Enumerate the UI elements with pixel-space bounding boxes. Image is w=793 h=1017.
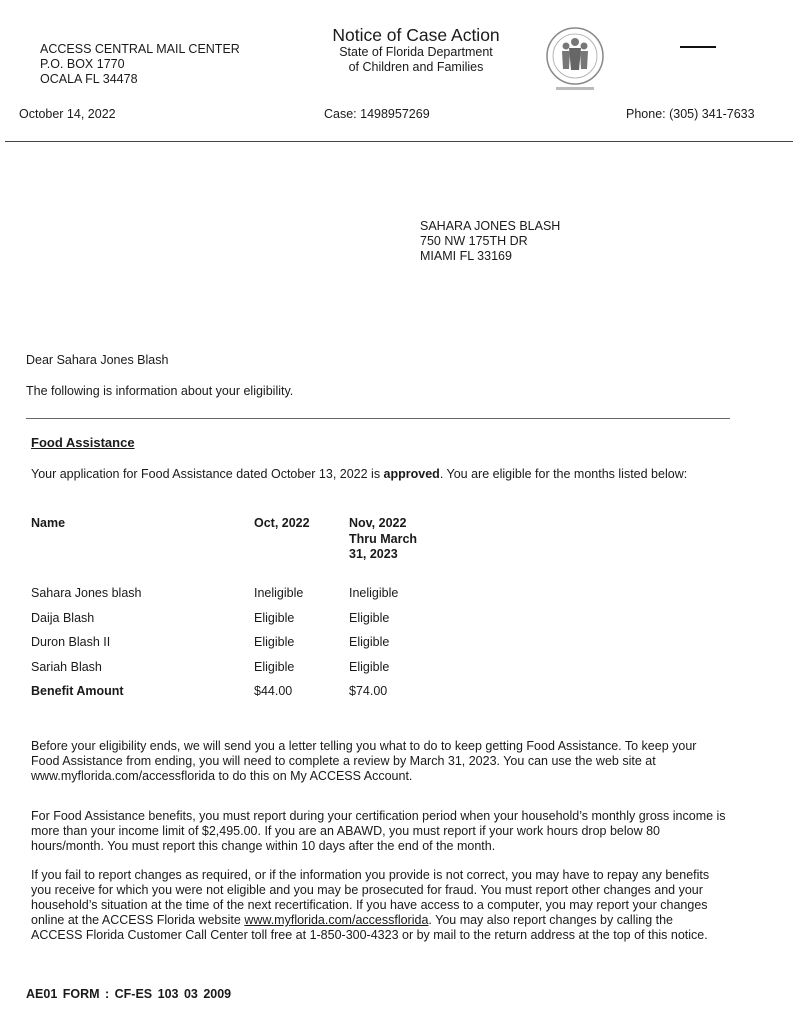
col-header-oct: Oct, 2022 (254, 516, 310, 530)
member-name: Sariah Blash (31, 659, 102, 674)
nov-status: Eligible (349, 659, 390, 674)
table-row (31, 611, 429, 636)
notice-header (316, 25, 516, 75)
recipient-name: SAHARA JONES BLASH (420, 219, 561, 233)
nov-status: Eligible (349, 635, 390, 649)
table-row (31, 660, 429, 685)
sender-address (40, 42, 240, 87)
oct-status: Eligible (254, 635, 295, 649)
fraud-text-start: If you fail to report changes as required, or if the information you provide is not correct, you may have to repay any benefits you receive for which you were not eligible and you may be prosecuted for fraud. You must report other changes and your household’s situation at the time of the next recertification. If you have access to a computer, you may report your changes online at the ACCESS Florida website (31, 868, 710, 927)
recipient-street: 750 NW 175TH DR (420, 234, 528, 248)
member-name: Duron Blash II (31, 635, 111, 649)
table-row (31, 586, 429, 611)
greeting: Dear Sahara Jones Blash (26, 353, 169, 367)
review-paragraph: Before your eligibility ends, we will send you a letter telling you what to do to keep getting Food Assistance. To keep your Food Assistance from ending, you will need to complete a review by March 31, 2023. You can use the web site at www.myflorida.com/accessflorida to do this on My ACCESS Account. (31, 739, 697, 783)
approval-status: approved (383, 467, 440, 481)
sender-line-2: P.O. BOX 1770 (40, 57, 125, 71)
notice-title: Notice of Case Action (332, 25, 500, 45)
member-name: Daija Blash (31, 610, 95, 625)
col-header-nov: Nov, 2022 Thru March 31, 2023 (349, 516, 418, 561)
approval-text-end: . You are eligible for the months listed below: (439, 467, 688, 481)
sender-line-3: OCALA FL 34478 (40, 72, 138, 86)
benefit-amount-nov: $74.00 (349, 684, 388, 698)
form-footer: AE01 FORM : CF-ES 103 03 2009 (26, 987, 232, 1001)
notice-date: October 14, 2022 (19, 107, 116, 121)
benefit-amount-row (31, 684, 429, 709)
nov-status: Ineligible (349, 586, 399, 600)
reporting-paragraph: For Food Assistance benefits, you must report during your certification period when your household’s monthly gross income is more than your income limit of $2,495.00. If you are an ABAWD, you must report if your work hours drop below 80 hours/month. You must report this change within 10 days after the end of the month. (31, 809, 726, 853)
table-header-row (31, 516, 429, 586)
notice-subtitle-2: of Children and Families (348, 60, 484, 74)
header-dash (680, 46, 716, 48)
eligibility-table (31, 516, 429, 709)
approval-text-start: Your application for Food Assistance dated October 13, 2022 is (31, 467, 384, 481)
benefit-amount-oct: $44.00 (254, 684, 293, 698)
oct-status: Ineligible (254, 586, 304, 600)
food-assistance-heading: Food Assistance (31, 435, 135, 450)
intro-text: The following is information about your eligibility. (26, 384, 294, 398)
member-name: Sahara Jones blash (31, 586, 142, 600)
oct-status: Eligible (254, 659, 295, 674)
recipient-city: MIAMI FL 33169 (420, 249, 512, 263)
header-divider (5, 141, 793, 142)
recipient-address (420, 219, 560, 264)
case-number: Case: 1498957269 (324, 107, 430, 121)
benefit-amount-label: Benefit Amount (31, 684, 124, 698)
col-header-name: Name (31, 516, 66, 530)
access-florida-link[interactable]: www.myflorida.com/accessflorida (244, 913, 429, 927)
table-row (31, 635, 429, 660)
phone-number: Phone: (305) 341-7633 (626, 107, 755, 121)
approval-paragraph (31, 467, 726, 482)
fraud-paragraph (31, 868, 726, 943)
sender-line-1: ACCESS CENTRAL MAIL CENTER (40, 42, 240, 56)
oct-status: Eligible (254, 610, 295, 625)
nov-status: Eligible (349, 610, 390, 625)
section-divider (26, 418, 730, 419)
notice-subtitle-1: State of Florida Department (339, 45, 493, 59)
florida-dcf-seal-icon (542, 25, 608, 93)
fraud-text-end: . You may also report changes by calling the ACCESS Florida Customer Call Center toll free at 1-850-300-4323 or by mail to the return address at the top of this notice. (31, 913, 708, 942)
